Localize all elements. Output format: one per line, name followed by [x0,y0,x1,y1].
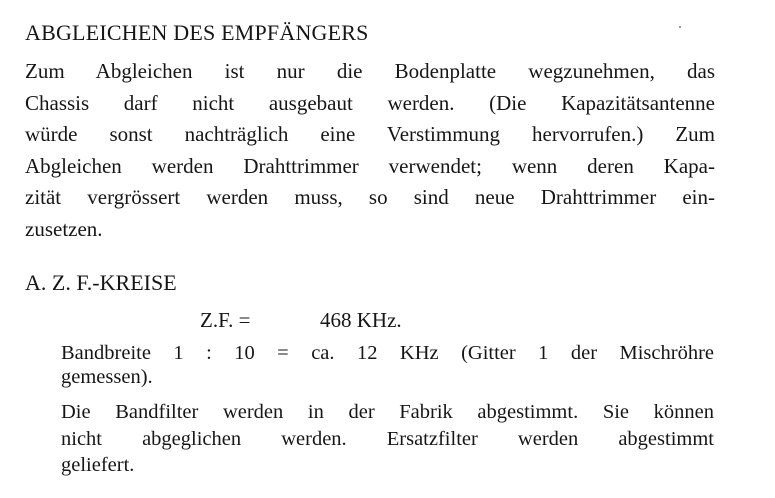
text-line: Zum Abgleichen ist nur die Bodenplatte wegzunehmen, das [25,59,715,83]
subsection-heading: A. Z. F.-KREISE [25,270,177,295]
if-frequency-formula [200,308,402,333]
text-line: Chassis darf nicht ausgebaut werden. (Die Kapazitätsantenne [25,90,715,115]
bandfilter-paragraph [61,399,714,479]
text-line: würde sonst nachträglich eine Verstimmung hervorrufen.) Zum [25,122,715,146]
text-line: gemessen). [61,365,153,388]
print-speck [679,26,681,28]
intro-paragraph [25,56,715,245]
text-line: zusetzen. [25,216,103,241]
text-line: zität vergrössert werden muss, so sind neue Drahttrimmer ein- [25,185,715,209]
bandwidth-paragraph [61,342,714,389]
text-line: geliefert. [61,454,135,476]
section-title: ABGLEICHEN DES EMPFÄNGERS [25,20,369,45]
text-line: Die Bandfilter werden in der Fabrik abgestimmt. Sie können [61,401,714,423]
text-line: nicht abgeglichen werden. Ersatzfilter werden abgestimmt [61,427,714,450]
formula-lhs: Z.F. = [200,308,251,332]
text-line: Bandbreite 1 : 10 = ca. 12 KHz (Gitter 1 der Mischröhre [61,342,714,364]
formula-rhs: 468 KHz. [320,308,402,332]
text-line: Abgleichen werden Drahttrimmer verwendet; wenn deren Kapa- [25,153,715,178]
